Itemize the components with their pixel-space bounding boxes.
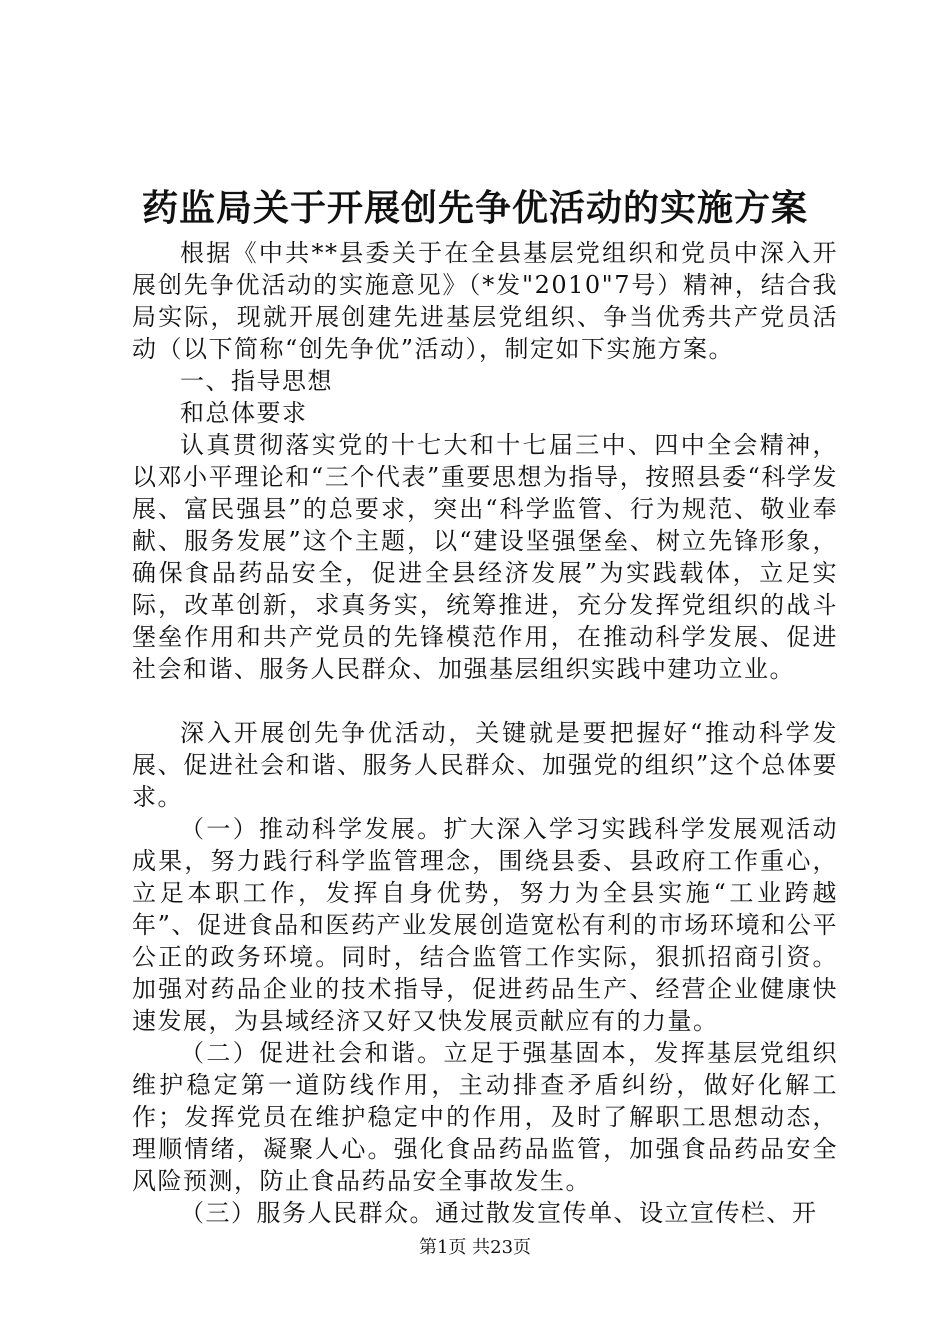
paragraph-guiding-thought: 认真贯彻落实党的十七大和十七届三中、四中全会精神，以邓小平理论和“三个代表”重要思想为指导，按照县委“科学发展、富民强县”的总要求，突出“科学监管、行为规范、敬业奉献、服务发展”这个主题，以“建设坚强堡垒、树立先锋形象，确保食品药品安全，促进全县经济发展”为实践载体，立足实际，改革创新，求真务实，统筹推进，充分发挥党组织的战斗堡垒作用和共产党员的先锋模范作用，在推动科学发展、促进社会和谐、服务人民群众、加强基层组织实践中建功立业。	[132, 431, 838, 683]
paragraph-item-3: （三）服务人民群众。通过散发宣传单、设立宣传栏、开	[180, 1199, 818, 1227]
page-footer: 第1页 共23页	[418, 1237, 532, 1258]
page-title: 药监局关于开展创先争优活动的实施方案	[141, 187, 808, 229]
section-heading: 一、指导思想	[180, 367, 333, 395]
paragraph-item-2: （二）促进社会和谐。立足于强基固本，发挥基层党组织维护稳定第一道防线作用，主动排查矛盾纠纷，做好化解工作；发挥党员在维护稳定中的作用，及时了解职工思想动态，理顺情绪，凝聚人心。强化食品药品监管，加强食品药品安全风险预测，防止食品药品安全事故发生。	[132, 1039, 838, 1195]
paragraph-spacer	[132, 685, 838, 717]
paragraph-intro: 根据《中共**县委关于在全县基层党组织和党员中深入开展创先争优活动的实施意见》（*发"2010"7号）精神，结合我局实际，现就开展创建先进基层党组织、争当优秀共产党员活动（以下简称“创先争优”活动），制定如下实施方案。	[132, 239, 838, 363]
section-heading-continued: 和总体要求	[180, 399, 308, 427]
paragraph-item-1: （一）推动科学发展。扩大深入学习实践科学发展观活动成果，努力践行科学监管理念，围绕县委、县政府工作重心，立足本职工作，发挥自身优势，努力为全县实施“工业跨越年”、促进食品和医药产业发展创造宽松有利的市场环境和公平公正的政务环境。同时，结合监管工作实际，狠抓招商引资。加强对药品企业的技术指导，促进药品生产、经营企业健康快速发展，为县域经济又好又快发展贡献应有的力量。	[132, 815, 838, 1035]
paragraph-overall-requirement: 深入开展创先争优活动，关键就是要把握好“推动科学发展、促进社会和谐、服务人民群众、加强党的组织”这个总体要求。	[132, 719, 838, 811]
document-body	[132, 237, 838, 1229]
